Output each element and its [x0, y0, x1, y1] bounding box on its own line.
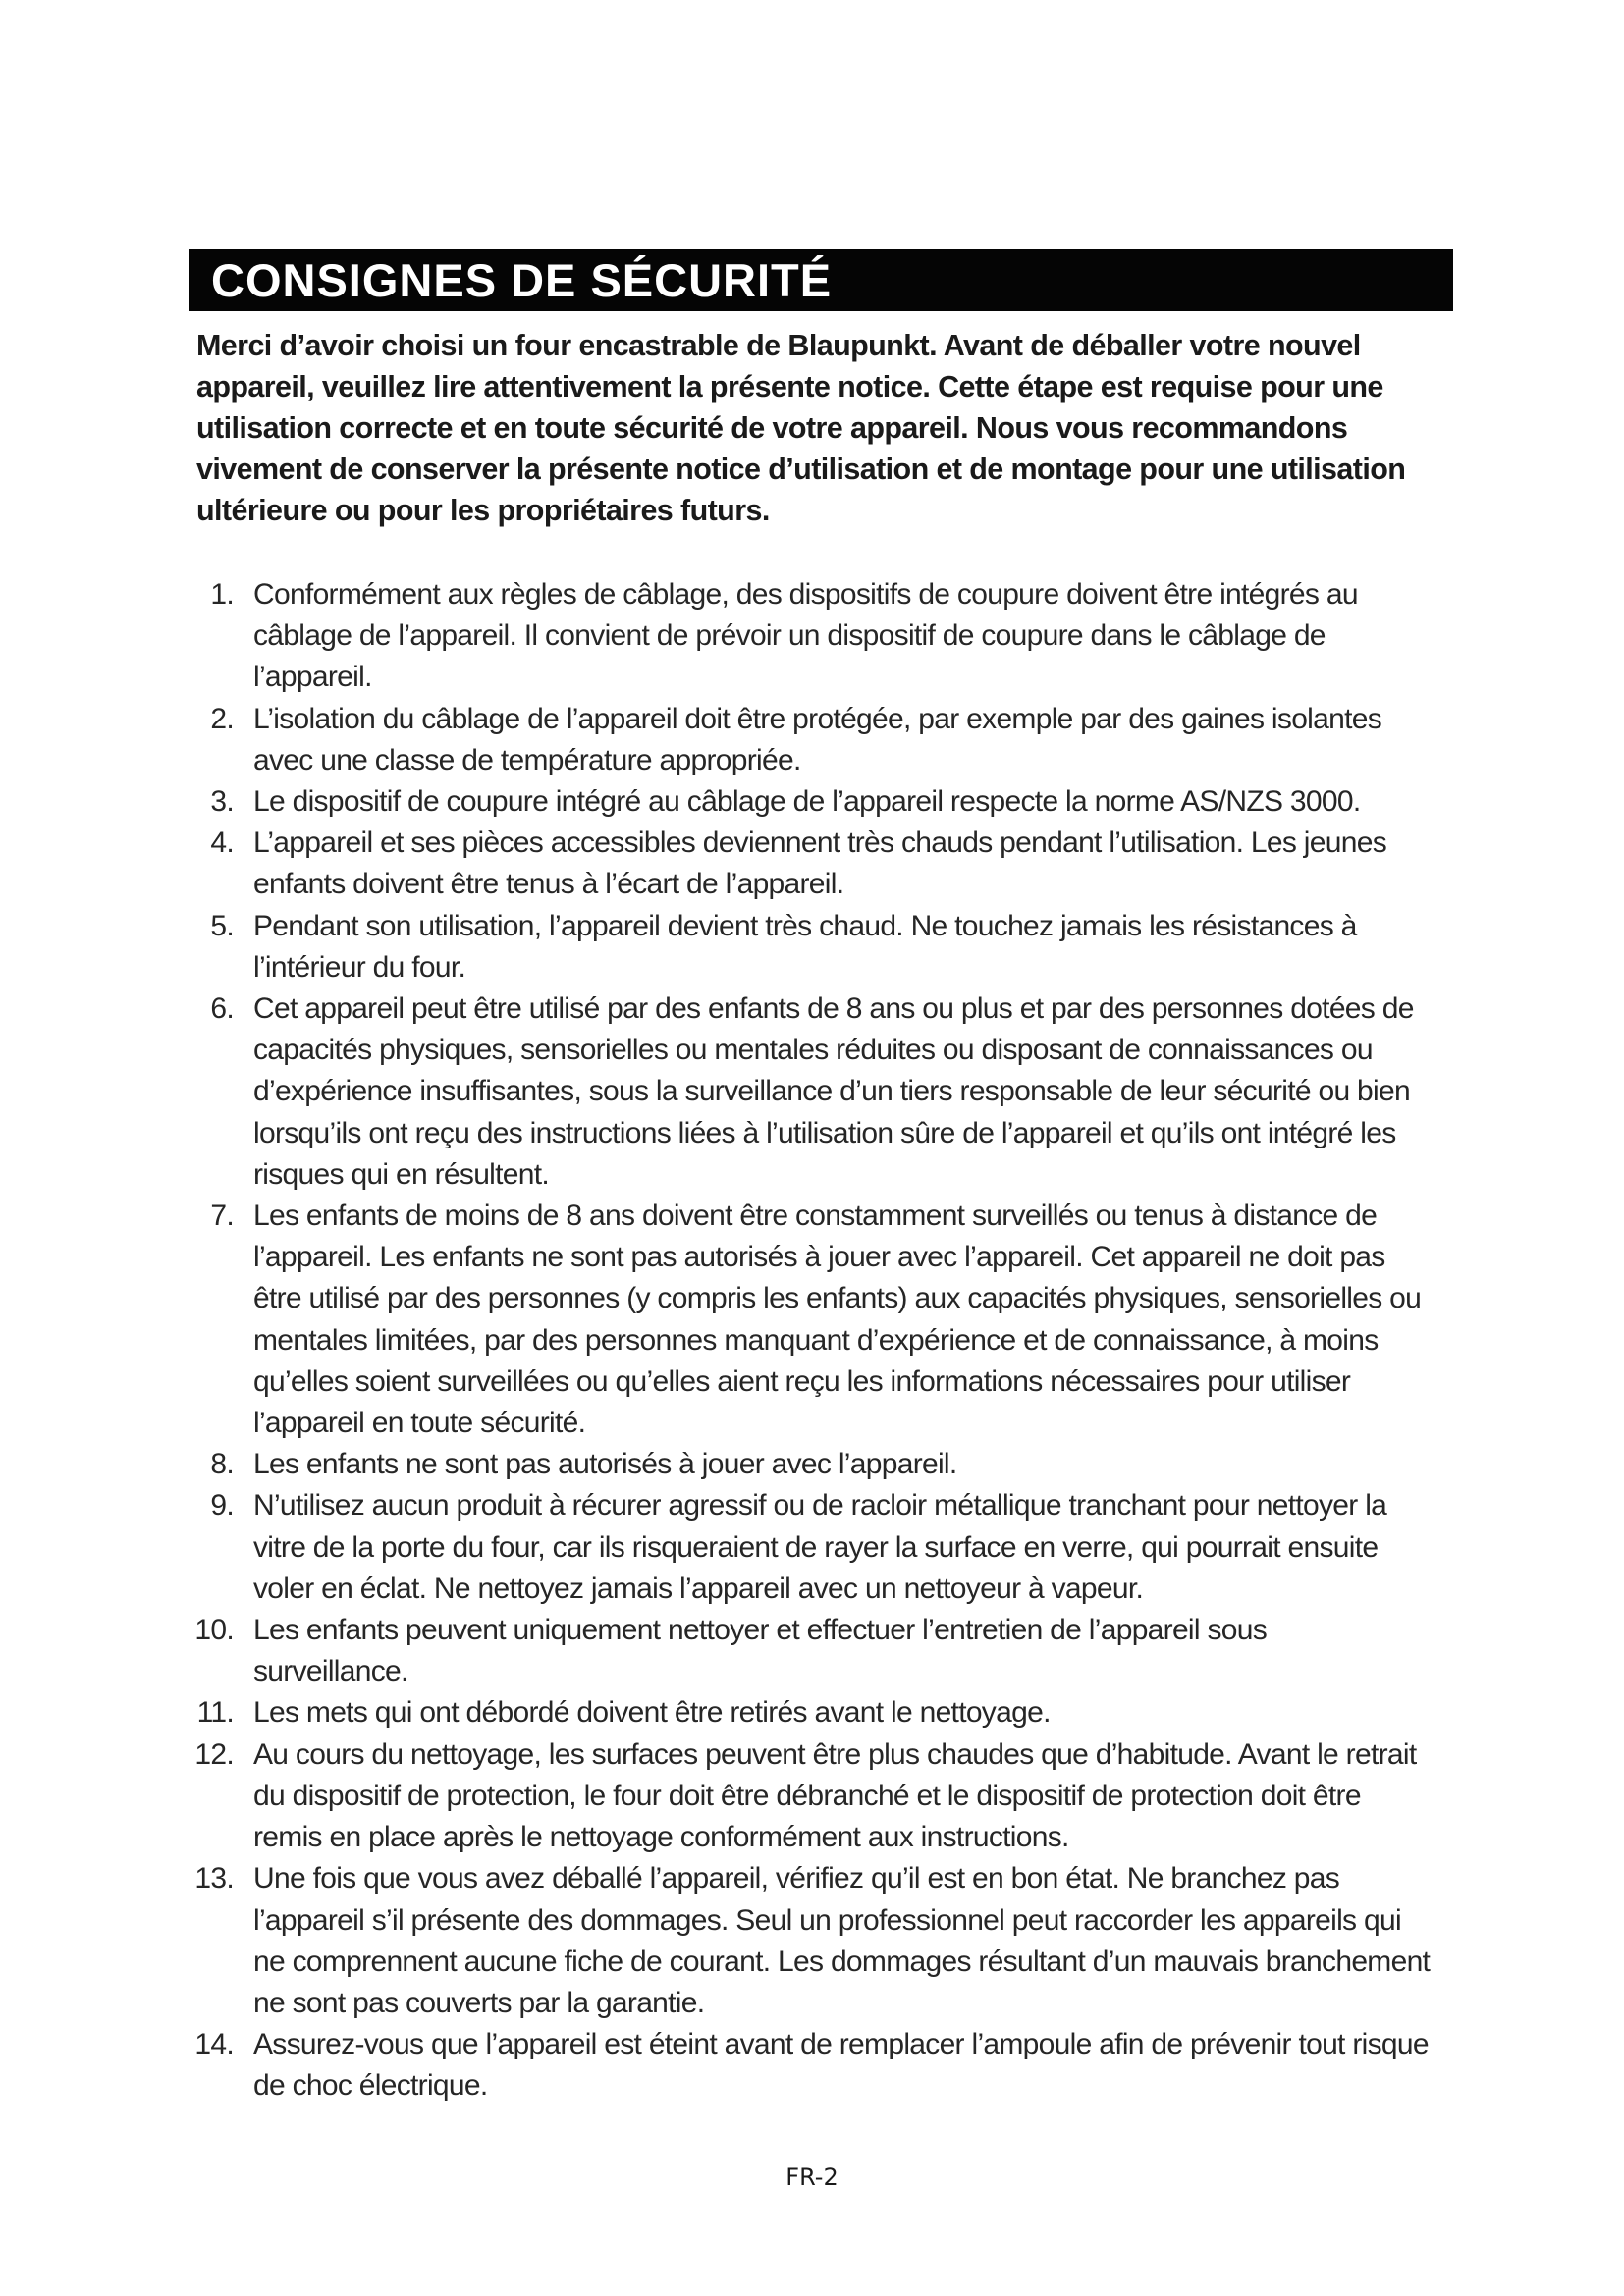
list-item-number: 8. — [210, 1448, 234, 1481]
list-item-line: voler en éclat. Ne nettoyez jamais l’appareil avec un nettoyeur à vapeur. — [253, 1572, 1144, 1605]
list-item-number: 5. — [210, 909, 234, 942]
safety-instructions-list — [187, 574, 1463, 2108]
list-item-number: 12. — [194, 1737, 234, 1771]
list-item — [187, 1444, 1463, 1485]
list-item-line: qu’elles soient surveillées ou qu’elles aient reçu les informations nécessaires pour utiliser — [253, 1364, 1351, 1398]
list-item — [187, 1196, 1463, 1444]
list-item-line: enfants doivent être tenus à l’écart de l’appareil. — [253, 868, 844, 901]
list-item-line: Les enfants de moins de 8 ans doivent être constamment surveillés ou tenus à distance de — [253, 1200, 1378, 1233]
list-item-number: 14. — [194, 2028, 234, 2061]
list-item-text — [253, 1735, 1463, 1859]
list-item-number: 10. — [194, 1614, 234, 1647]
list-item-text — [253, 1858, 1463, 2024]
list-item-line: Cet appareil peut être utilisé par des enfants de 8 ans ou plus et par des personnes dotées de — [253, 992, 1414, 1026]
list-item-line: remis en place après le nettoyage conformément aux instructions. — [253, 1821, 1069, 1854]
list-item-line: Les enfants peuvent uniquement nettoyer et effectuer l’entretien de l’appareil sous — [253, 1614, 1268, 1647]
intro-line: vivement de conserver la présente notice d’utilisation et de montage pour une utilisation — [196, 453, 1406, 486]
list-item-line: risques qui en résultent. — [253, 1157, 550, 1191]
list-item-text — [253, 1692, 1463, 1734]
list-item-number: 3. — [210, 785, 234, 819]
list-item-number: 7. — [210, 1200, 234, 1233]
intro-line: appareil, veuillez lire attentivement la présente notice. Cette étape est requise pour une — [196, 370, 1383, 403]
list-item-line: L’appareil et ses pièces accessibles deviennent très chauds pendant l’utilisation. Les jeunes — [253, 827, 1387, 860]
list-item-text — [253, 574, 1463, 699]
list-item-line: être utilisé par des personnes (y compris les enfants) aux capacités physiques, sensorielles ou — [253, 1282, 1422, 1315]
list-item — [187, 1485, 1463, 1610]
list-item-text — [253, 823, 1463, 905]
list-item-text — [253, 1610, 1463, 1692]
list-item — [187, 906, 1463, 988]
list-item-line: Assurez-vous que l’appareil est éteint avant de remplacer l’ampoule afin de prévenir tout risque — [253, 2028, 1429, 2061]
list-item-line: de choc électrique. — [253, 2069, 488, 2103]
list-item-line: l’appareil. Les enfants ne sont pas autorisés à jouer avec l’appareil. Cet appareil ne doit pas — [253, 1241, 1385, 1274]
list-item — [187, 2024, 1463, 2107]
list-item — [187, 574, 1463, 699]
list-item-text — [253, 1485, 1463, 1610]
list-item-text — [253, 906, 1463, 988]
list-item — [187, 1610, 1463, 1692]
list-item — [187, 699, 1463, 781]
list-item-line: Conformément aux règles de câblage, des dispositifs de coupure doivent être intégrés au — [253, 578, 1358, 611]
list-item-line: surveillance. — [253, 1655, 408, 1688]
list-item-line: ne sont pas couverts par la garantie. — [253, 1986, 705, 2019]
section-header-bar — [189, 249, 1453, 311]
list-item-number: 1. — [210, 578, 234, 611]
list-item-number: 4. — [210, 827, 234, 860]
list-item-line: l’intérieur du four. — [253, 950, 466, 984]
list-item-line: L’isolation du câblage de l’appareil doit être protégée, par exemple par des gaines isolantes — [253, 702, 1382, 735]
intro-line: Merci d’avoir choisi un four encastrable de Blaupunkt. Avant de déballer votre nouvel — [196, 329, 1361, 362]
list-item-line: Le dispositif de coupure intégré au câblage de l’appareil respecte la norme AS/NZS 3000. — [253, 785, 1361, 819]
page-number: FR-2 — [785, 2163, 839, 2191]
list-item-line: N’utilisez aucun produit à récurer agressif ou de racloir métallique tranchant pour nettoyer la — [253, 1489, 1387, 1522]
page-title: CONSIGNES DE SÉCURITÉ — [211, 254, 833, 306]
list-item-text — [253, 781, 1463, 823]
list-item-number: 6. — [210, 992, 234, 1026]
list-item-line: l’appareil en toute sécurité. — [253, 1407, 586, 1440]
list-item-line: Pendant son utilisation, l’appareil devient très chaud. Ne touchez jamais les résistances à — [253, 909, 1357, 942]
list-item-line: l’appareil. — [253, 661, 372, 694]
list-item — [187, 1858, 1463, 2024]
list-item-number: 9. — [210, 1489, 234, 1522]
list-item-text — [253, 699, 1463, 781]
list-item-text — [253, 2024, 1463, 2107]
list-item-number: 11. — [196, 1696, 234, 1730]
list-item-line: câblage de l’appareil. Il convient de prévoir un dispositif de coupure dans le câblage de — [253, 619, 1326, 653]
intro-paragraph — [196, 325, 1453, 531]
list-item — [187, 781, 1463, 823]
list-item — [187, 988, 1463, 1196]
list-item-line: avec une classe de température appropriée. — [253, 743, 801, 776]
list-item-line: du dispositif de protection, le four doit être débranché et le dispositif de protection doit être — [253, 1779, 1361, 1812]
list-item-line: ne comprennent aucune fiche de courant. Les dommages résultant d’un mauvais branchement — [253, 1945, 1431, 1978]
list-item-line: l’appareil s’il présente des dommages. Seul un professionnel peut raccorder les appareils qui — [253, 1903, 1401, 1937]
list-item-line: lorsqu’ils ont reçu des instructions liées à l’utilisation sûre de l’appareil et qu’ils ont intégré les — [253, 1116, 1396, 1149]
intro-line: utilisation correcte et en toute sécurité de votre appareil. Nous vous recommandons — [196, 411, 1348, 445]
list-item-line: vitre de la porte du four, car ils risqueraient de rayer la surface en verre, qui pourrait ensuite — [253, 1530, 1379, 1564]
list-item-line: Au cours du nettoyage, les surfaces peuvent être plus chaudes que d’habitude. Avant le retrait — [253, 1737, 1417, 1771]
intro-line: ultérieure ou pour les propriétaires futurs. — [196, 494, 770, 527]
list-item-line: mentales limitées, par des personnes manquant d’expérience et de connaissance, à moins — [253, 1323, 1379, 1357]
list-item-line: Les enfants ne sont pas autorisés à jouer avec l’appareil. — [253, 1448, 957, 1481]
list-item-text — [253, 988, 1463, 1196]
list-item-text — [253, 1196, 1463, 1444]
list-item-line: capacités physiques, sensorielles ou mentales réduites ou disposant de connaissances ou — [253, 1034, 1373, 1067]
list-item — [187, 823, 1463, 905]
list-item — [187, 1692, 1463, 1734]
list-item-line: Les mets qui ont débordé doivent être retirés avant le nettoyage. — [253, 1696, 1051, 1730]
list-item-text — [253, 1444, 1463, 1485]
list-item-number: 2. — [210, 702, 234, 735]
list-item-line: d’expérience insuffisantes, sous la surveillance d’un tiers responsable de leur sécurité ou bien — [253, 1075, 1410, 1108]
list-item-number: 13. — [194, 1862, 234, 1896]
list-item-line: Une fois que vous avez déballé l’appareil, vérifiez qu’il est en bon état. Ne branchez pas — [253, 1862, 1340, 1896]
list-item — [187, 1735, 1463, 1859]
